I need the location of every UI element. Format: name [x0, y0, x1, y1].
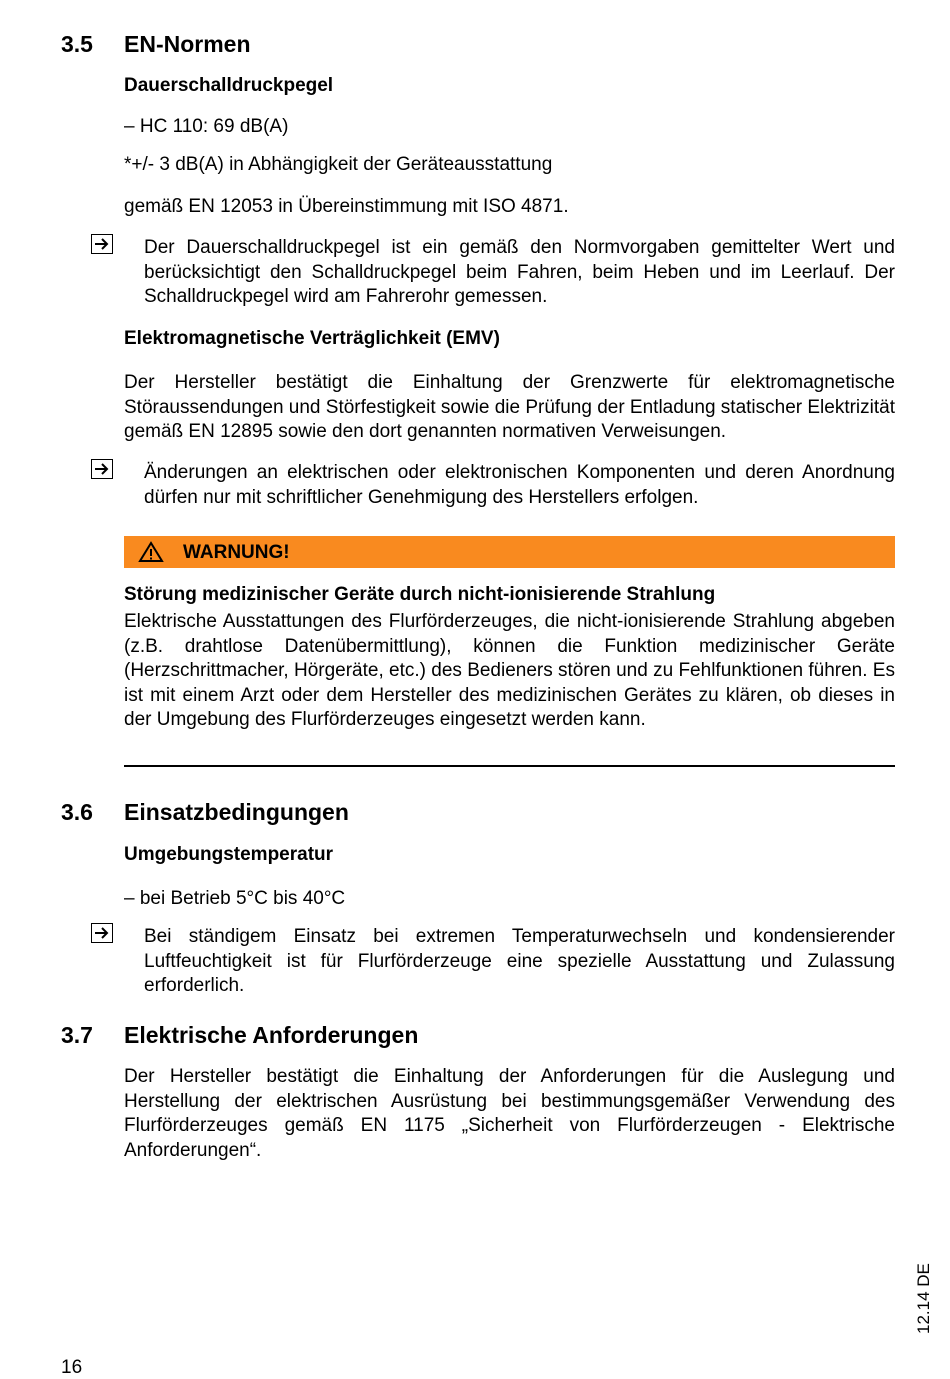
warning-title: Störung medizinischer Geräte durch nicht-ionisierende Strahlung — [124, 584, 716, 605]
tolerance-line: *+/- 3 dB(A) in Abhängigkeit der Geräteausstattung — [124, 154, 553, 175]
edition-code: 12.14 DE — [914, 1263, 933, 1334]
temperature-line: – bei Betrieb 5°C bis 40°C — [124, 888, 346, 909]
warning-label: WARNUNG! — [183, 542, 290, 563]
arrow-right-box-icon — [91, 234, 113, 254]
arrow-right-box-icon — [91, 923, 113, 943]
section-number-3-5: 3.5 — [61, 31, 93, 57]
section-title-en-normen: EN-Normen — [124, 31, 251, 57]
subheading-emv: Elektromagnetische Verträglichkeit (EMV) — [124, 328, 500, 349]
noise-level-line: – HC 110: 69 dB(A) — [124, 116, 289, 137]
electrical-requirements-paragraph: Der Hersteller bestätigt die Einhaltung der Anforderungen für die Auslegung und Herstellung der elektrischen Ausrüstung bei bestimmungsgemäßer Verwendung des Flurförderzeuges gemäß EN 1175 „Sicherheit von Flurförderzeugen - Elektrische Anforderungen“. — [124, 1066, 895, 1161]
note-temperature: Bei ständigem Einsatz bei extremen Temperaturwechseln und kondensierender Luftfeuchtigkeit ist für Flurförderzeuge eine spezielle Ausstattung und Zulassung erforderlich. — [144, 926, 895, 996]
subheading-dauerschalldruckpegel: Dauerschalldruckpegel — [124, 75, 334, 96]
note-sound-pressure: Der Dauerschalldruckpegel ist ein gemäß den Normvorgaben gemittelter Wert und berücksichtigt den Schalldruckpegel beim Fahren, beim Heben und im Leerlauf. Der Schalldruckpegel wird am Fahrerohr gemessen. — [144, 237, 895, 307]
warning-paragraph: Elektrische Ausstattungen des Flurförderzeuges, die nicht-ionisierende Strahlung abgeben (z.B. drahtlose Datenübermittlung), können die Funktion medizinischer Geräte (Herzschrittmacher, Hörgeräte, etc.) des Bedieners stören und zu Fehlfunktionen führen. Es ist mit einem Arzt oder dem Hersteller des medizinischen Gerätes zu klären, ob dieses in der Umgebung des Flurförderzeuges eingesetzt werden kann. — [124, 611, 895, 730]
section-title-elektrische-anforderungen: Elektrische Anforderungen — [124, 1022, 419, 1048]
section-number-3-6: 3.6 — [61, 799, 93, 825]
section-number-3-7: 3.7 — [61, 1022, 93, 1048]
emv-paragraph: Der Hersteller bestätigt die Einhaltung der Grenzwerte für elektromagnetische Störaussendungen und Störfestigkeit sowie die Prüfung der Entladung statischer Elektrizität gemäß EN 12895 sowie den dort genannten normativen Verweisungen. — [124, 372, 896, 442]
warning-triangle-icon — [138, 541, 164, 569]
section-title-einsatzbedingungen: Einsatzbedingungen — [124, 799, 349, 825]
arrow-right-box-icon — [91, 459, 113, 479]
standard-line: gemäß EN 12053 in Übereinstimmung mit ISO 4871. — [124, 196, 569, 217]
page-number: 16 — [61, 1357, 83, 1378]
subheading-umgebungstemperatur: Umgebungstemperatur — [124, 844, 334, 865]
warning-end-rule — [124, 765, 895, 767]
note-modifications: Änderungen an elektrischen oder elektronischen Komponenten und deren Anordnung dürfen nur mit schriftlicher Genehmigung des Herstellers erfolgen. — [144, 462, 895, 508]
warning-bar — [124, 536, 895, 568]
